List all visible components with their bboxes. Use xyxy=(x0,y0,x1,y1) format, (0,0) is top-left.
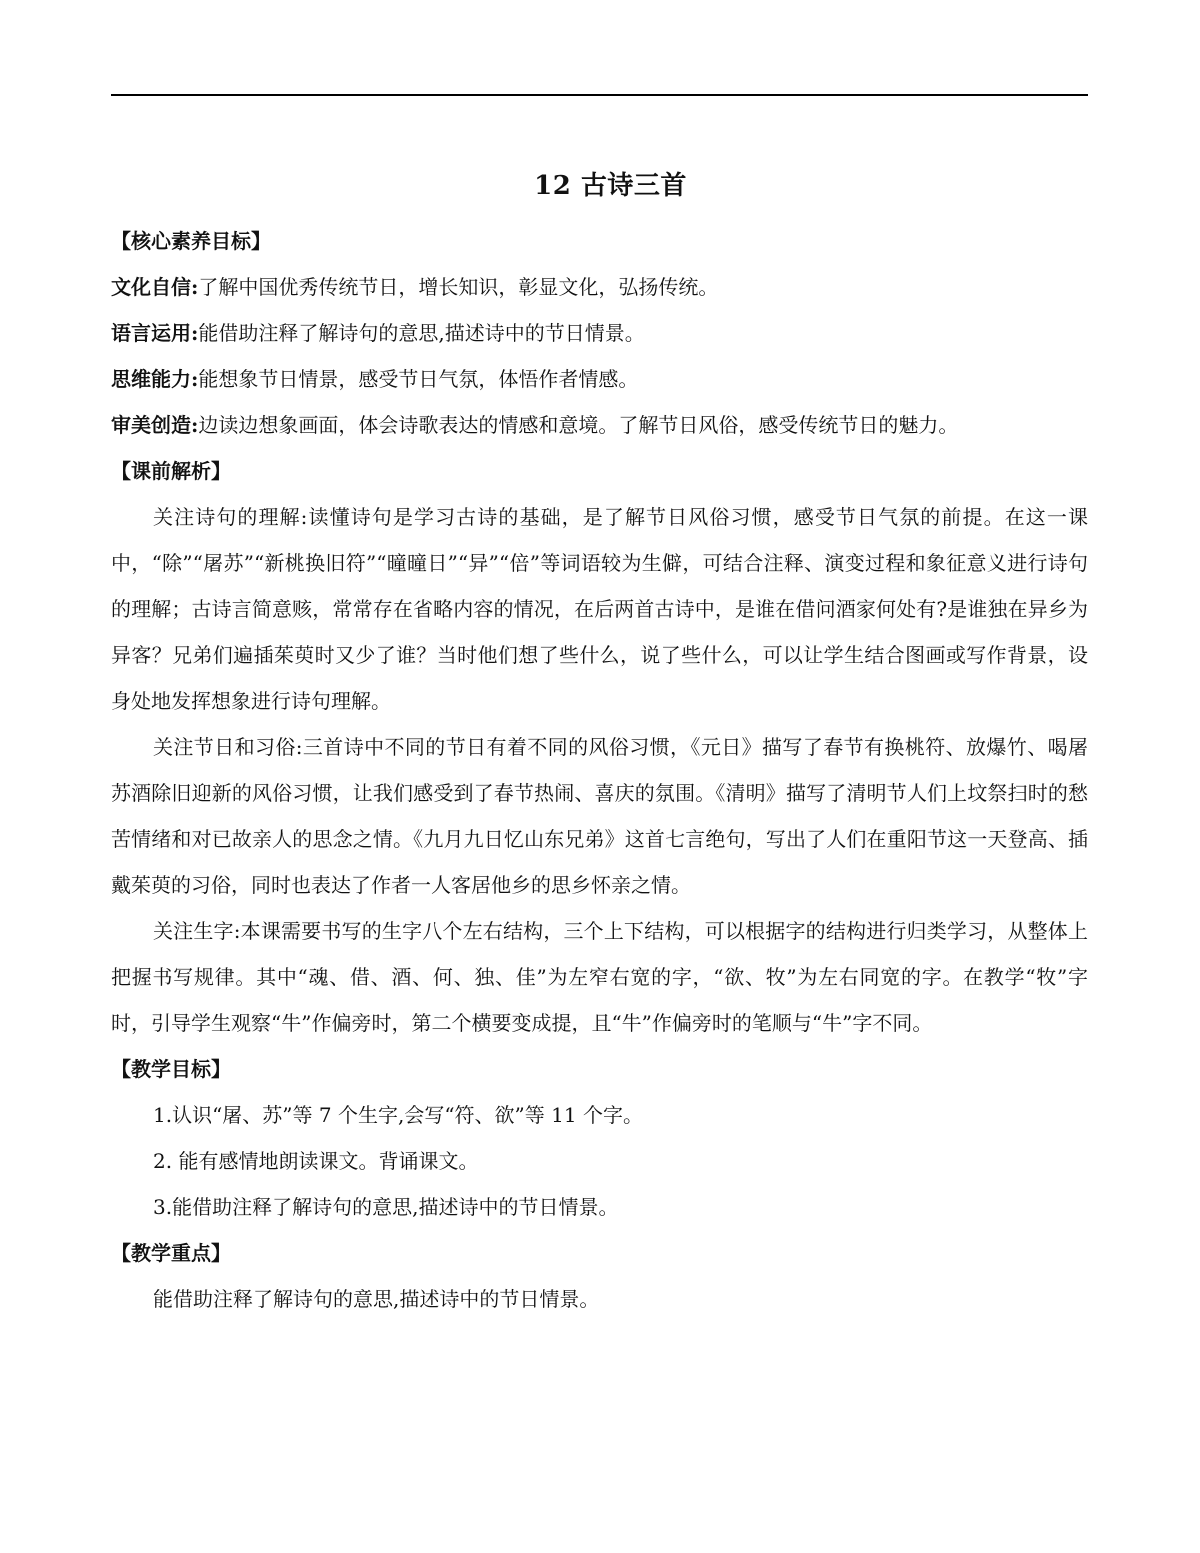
teaching-goal-item: 1.认识“屠、苏”等 7 个生字,会写“符、欲”等 11 个字。 xyxy=(153,1103,643,1127)
goal-label: 审美创造: xyxy=(111,413,199,437)
analysis-paragraph: 关注生字:本课需要书写的生字八个左右结构，三个上下结构，可以根据字的结构进行归类学习，从整体上把握书写规律。其中“魂、借、酒、何、独、佳”为左窄右宽的字，“欲、牧”为左右同宽的字。在教学“牧”字时，引导学生观察“牛”作偏旁时，第二个横要变成提，且“牛”作偏旁时的笔顺与“牛”字不同。 xyxy=(111,919,1088,1035)
section-heading-teaching-goals: 【教学目标】 xyxy=(111,1057,231,1081)
analysis-paragraph: 关注节日和习俗:三首诗中不同的节日有着不同的风俗习惯，《元日》描写了春节有换桃符、放爆竹、喝屠苏酒除旧迎新的风俗习惯，让我们感受到了春节热闹、喜庆的氛围。《清明》描写了清明节人们上坟祭扫时的愁苦情绪和对已故亲人的思念之情。《九月九日忆山东兄弟》这首七言绝句，写出了人们在重阳节这一天登高、插戴茱萸的习俗，同时也表达了作者一人客居他乡的思乡怀亲之情。 xyxy=(111,735,1088,897)
key-point-item: 能借助注释了解诗句的意思,描述诗中的节日情景。 xyxy=(153,1287,600,1311)
goal-text: 能想象节日情景，感受节日气氛，体悟作者情感。 xyxy=(198,367,639,391)
goal-line xyxy=(111,356,1088,402)
goal-label: 文化自信: xyxy=(111,275,199,299)
teaching-goal-item: 2. 能有感情地朗读课文。背诵课文。 xyxy=(153,1149,479,1173)
goal-line xyxy=(111,264,1088,310)
goal-text: 能借助注释了解诗句的意思,描述诗中的节日情景。 xyxy=(198,321,645,345)
document-title: 12 古诗三首 xyxy=(534,171,687,201)
goal-text: 了解中国优秀传统节日，增长知识，彰显文化，弘扬传统。 xyxy=(198,275,719,299)
document-page xyxy=(111,166,1088,1322)
goal-label: 语言运用: xyxy=(111,321,199,345)
goal-text: 边读边想象画面，体会诗歌表达的情感和意境。了解节日风俗，感受传统节日的魅力。 xyxy=(198,413,959,437)
goal-line xyxy=(111,402,1088,448)
goal-label: 思维能力: xyxy=(111,367,199,391)
analysis-paragraph: 关注诗句的理解:读懂诗句是学习古诗的基础，是了解节日风俗习惯，感受节日气氛的前提。在这一课中，“除”“屠苏”“新桃换旧符”“曈曈日”“异”“倍”等词语较为生僻，可结合注释、演变过程和象征意义进行诗句的理解；古诗言简意赅，常常存在省略内容的情况，在后两首古诗中，是谁在借问酒家何处有?是谁独在异乡为异客？兄弟们遍插茱萸时又少了谁？当时他们想了些什么，说了些什么，可以让学生结合图画或写作背景，设身处地发挥想象进行诗句理解。 xyxy=(111,505,1088,713)
section-heading-key-points: 【教学重点】 xyxy=(111,1241,231,1265)
teaching-goal-item: 3.能借助注释了解诗句的意思,描述诗中的节日情景。 xyxy=(153,1195,619,1219)
section-heading-pre-analysis: 【课前解析】 xyxy=(111,459,231,483)
goal-line xyxy=(111,310,1088,356)
section-heading-core-goals: 【核心素养目标】 xyxy=(111,229,271,253)
header-rule xyxy=(111,94,1088,96)
